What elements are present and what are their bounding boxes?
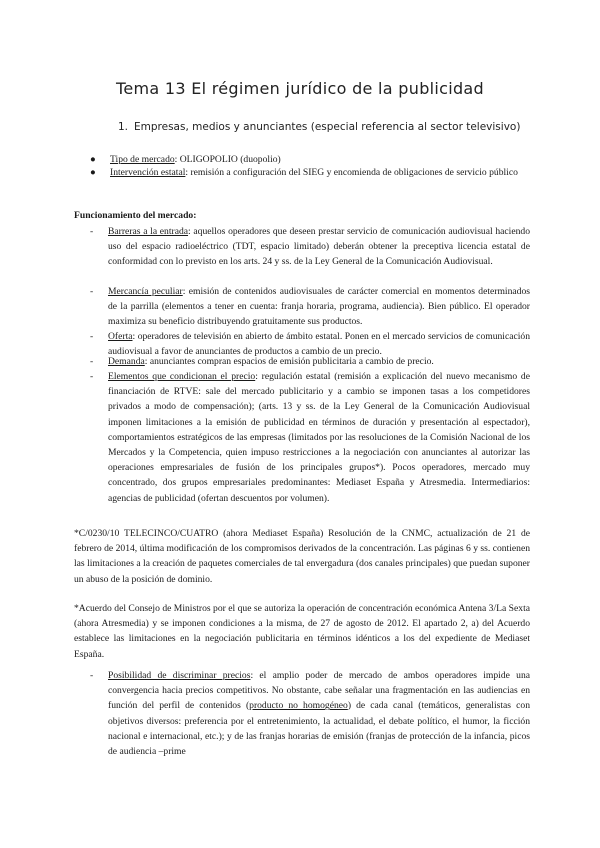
item-underlined-text: producto no homogéneo [249,700,348,712]
item-text: ) de cada canal (temáticos, generalistas con objetivos diversos: preferencia por el entretenimiento, la actualidad, el debate político, el humor, la ficción nacional e internacional, etc.); y de las franjas horarias de emisión (franjas de protección de la infancia, picos de audiencia –prime [108,700,530,758]
list-item [82,668,530,759]
bullet-text: : OLIGOPOLIO (duopolio) [174,154,281,165]
item-label: Mercancía peculiar [108,286,183,297]
item-label: Posibilidad de discriminar precios [108,670,251,681]
bullet-icon: ● [90,167,96,178]
dash-marker: - [90,371,94,382]
list-item [82,284,530,330]
item-text: : anunciantes compran espacios de emisión publicitaria a cambio de precio. [144,356,434,367]
funcionamiento-heading: Funcionamiento del mercado: [74,210,197,221]
list-item [82,369,530,506]
dash-marker: - [90,286,94,297]
note-paragraph: *Acuerdo del Consejo de Ministros por el que se autoriza la operación de concentración económica Antena 3/La Sexta (ahora Atresmedia) y se imponen condiciones a la misma, de 27 de agosto de 2012. El apartado 2, a) del Acuerdo establece las limitaciones en la negociación publicitaria en términos idénticos a los del expediente de Mediaset España. [74,603,530,660]
note-paragraph: *C/0230/10 TELECINCO/CUATRO (ahora Mediaset España) Resolución de la CNMC, actualización de 21 de febrero de 2014, última modificación de los compromisos derivados de la concentración. Las páginas 6 y ss. contienen las limitaciones a la creación de paquetes comerciales de tal envergadura (dos canales principales) que puedan suponer un abuso de la posición de dominio. [74,528,530,585]
item-text: : el amplio poder de mercado de ambos operadores impide una convergencia hacia precios competitivos. No obstante, cabe señalar una fragmentación en las audiencias en función del perfil de contenidos ( [108,670,531,712]
list-item [82,224,530,270]
dash-marker: - [90,670,94,681]
item-label: Demanda [108,356,145,367]
item-text: : emisión de contenidos audiovisuales de carácter comercial en momentos determinados de la parrilla (elementos a tener en cuenta: franja horaria, programa, audiencia). Bien público. El operador maximiza su beneficio distribuyendo gratuitamente sus productos. [108,286,530,328]
item-text: : aquellos operadores que deseen prestar servicio de comunicación audiovisual haciendo uso del espacio radioeléctrico (TDT, espacio limitado) deberán obtener la preceptiva licencia estatal de conformidad con lo previsto en los arts. 24 y ss. de la Ley General de la Comunicación Audiovisual. [108,226,530,268]
bullet-label: Intervención estatal [110,167,186,178]
item-text: : operadores de televisión en abierto de ámbito estatal. Ponen en el mercado servicios de comunicación audiovisual a favor de anunciantes de productos a cambio de un precio. [108,331,530,358]
bullet-label: Tipo de mercado [110,154,175,165]
item-label: Oferta [108,331,133,342]
dash-marker: - [90,226,94,237]
item-label: Barreras a la entrada [108,226,189,237]
item-label: Elementos que condicionan el precio [108,371,256,382]
bullet-item [82,165,522,182]
bullet-icon: ● [90,154,96,165]
page-title: Tema 13 El régimen jurídico de la publicidad [116,79,484,98]
dash-marker: - [90,356,94,367]
bullet-text: : remisión a configuración del SIEG y encomienda de obligaciones de servicio público [185,167,518,178]
dash-marker: - [90,331,94,342]
list-item [82,354,530,369]
section-heading-text: Empresas, medios y anunciantes (especial referencia al sector televisivo) [134,121,521,133]
item-text: : regulación estatal (remisión a explicación del nuevo mecanismo de financiación de RTVE: sale del mercado publicitario y a cambio se imponen tasas a los competidores privados a modo de compensación); (arts. 13 y ss. de la Ley General de la Comunicación Audiovisual imponen limitaciones a la emisión de publicidad en términos de duración y presentación al espectador), comportamientos estratégicos de las empresas (limitados por las resoluciones de la Comisión Nacional de los Mercados y la Competencia, quien impuso restricciones a la negociación con anunciantes al autorizar las operaciones empresariales de fusión de los principales grupos*). Pocos operadores, mercado muy concentrado, dos grupos empresariales predominantes: Mediaset España y Atresmedia. Intermediarios: agencias de publicidad (ofertan descuentos por volumen). [108,371,530,504]
section-number: 1. [118,121,129,133]
